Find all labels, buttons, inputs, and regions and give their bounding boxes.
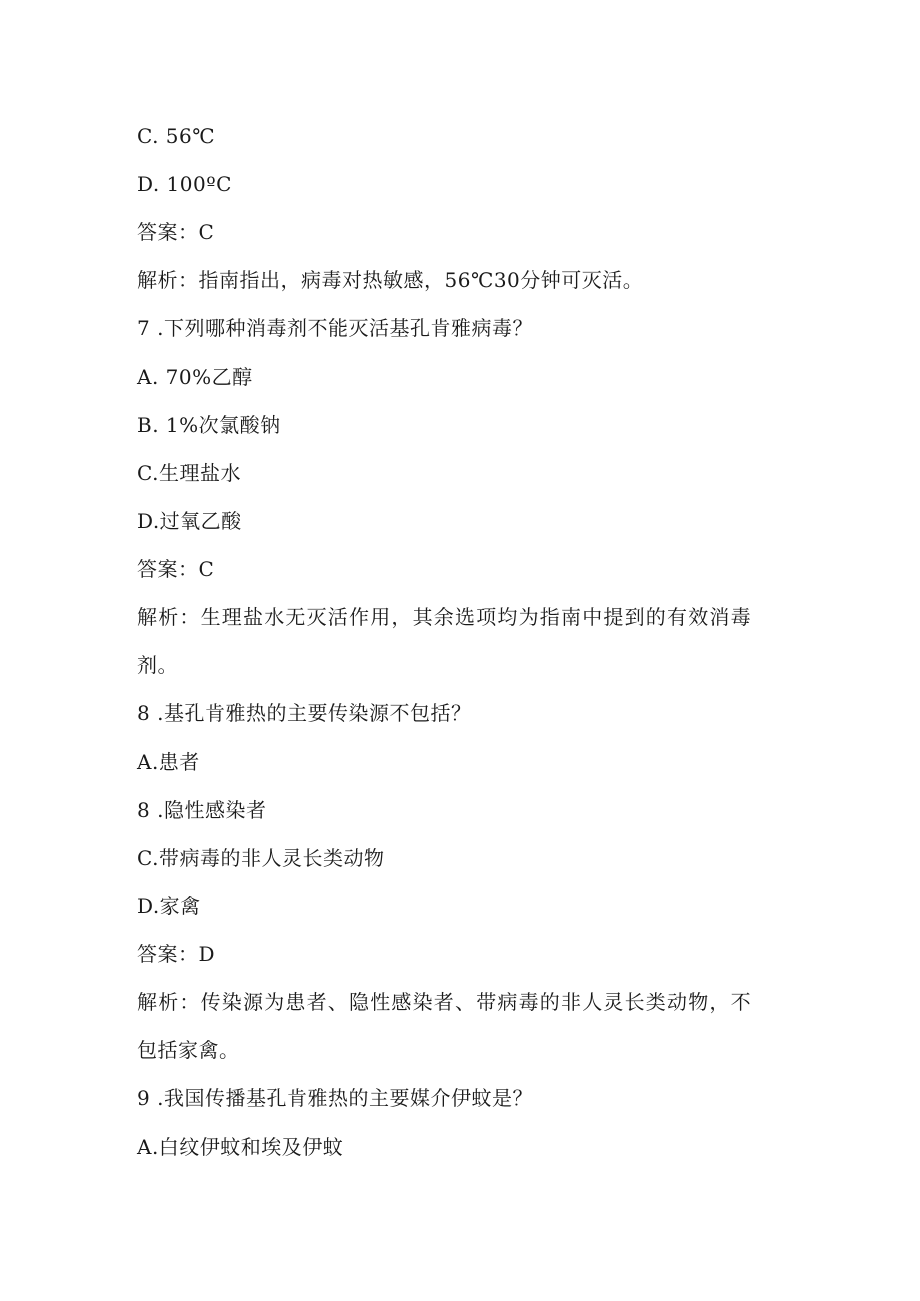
- explanation-q6: 解析：指南指出，病毒对热敏感，56℃30分钟可灭活。: [137, 268, 644, 292]
- question-8: 8 .基孔肯雅热的主要传染源不包括？: [137, 701, 472, 725]
- question-7: 7 .下列哪种消毒剂不能灭活基孔肯雅病毒？: [137, 316, 533, 340]
- answer-q6: 答案：C: [137, 220, 215, 244]
- answer-q8: 答案：D: [137, 942, 216, 966]
- q8-option-d: D.家禽: [137, 894, 201, 918]
- q7-option-c: C.生理盐水: [137, 461, 241, 485]
- q8-option-b: 8 .隐性感染者: [137, 798, 267, 822]
- q8-option-a: A.患者: [137, 750, 200, 774]
- q7-option-d: D.过氧乙酸: [137, 509, 242, 533]
- explanation-q7-line2: 剂。: [137, 653, 178, 677]
- q7-option-b: B. 1%次氯酸钠: [137, 413, 281, 437]
- option-c-56c: C. 56℃: [137, 124, 216, 148]
- q8-option-c: C.带病毒的非人灵长类动物: [137, 846, 385, 870]
- q7-option-a: A. 70%乙醇: [137, 365, 253, 389]
- option-d-100c: D. 100ºC: [137, 172, 232, 196]
- explanation-q8-line1: 解析：传染源为患者、隐性感染者、带病毒的非人灵长类动物，不: [137, 990, 752, 1014]
- explanation-q7-line1: 解析：生理盐水无灭活作用，其余选项均为指南中提到的有效消毒: [137, 605, 752, 629]
- question-9: 9 .我国传播基孔肯雅热的主要媒介伊蚊是？: [137, 1086, 533, 1110]
- q9-option-a: A.白纹伊蚊和埃及伊蚊: [137, 1135, 344, 1159]
- explanation-q8-line2: 包括家禽。: [137, 1038, 240, 1062]
- answer-q7: 答案：C: [137, 557, 215, 581]
